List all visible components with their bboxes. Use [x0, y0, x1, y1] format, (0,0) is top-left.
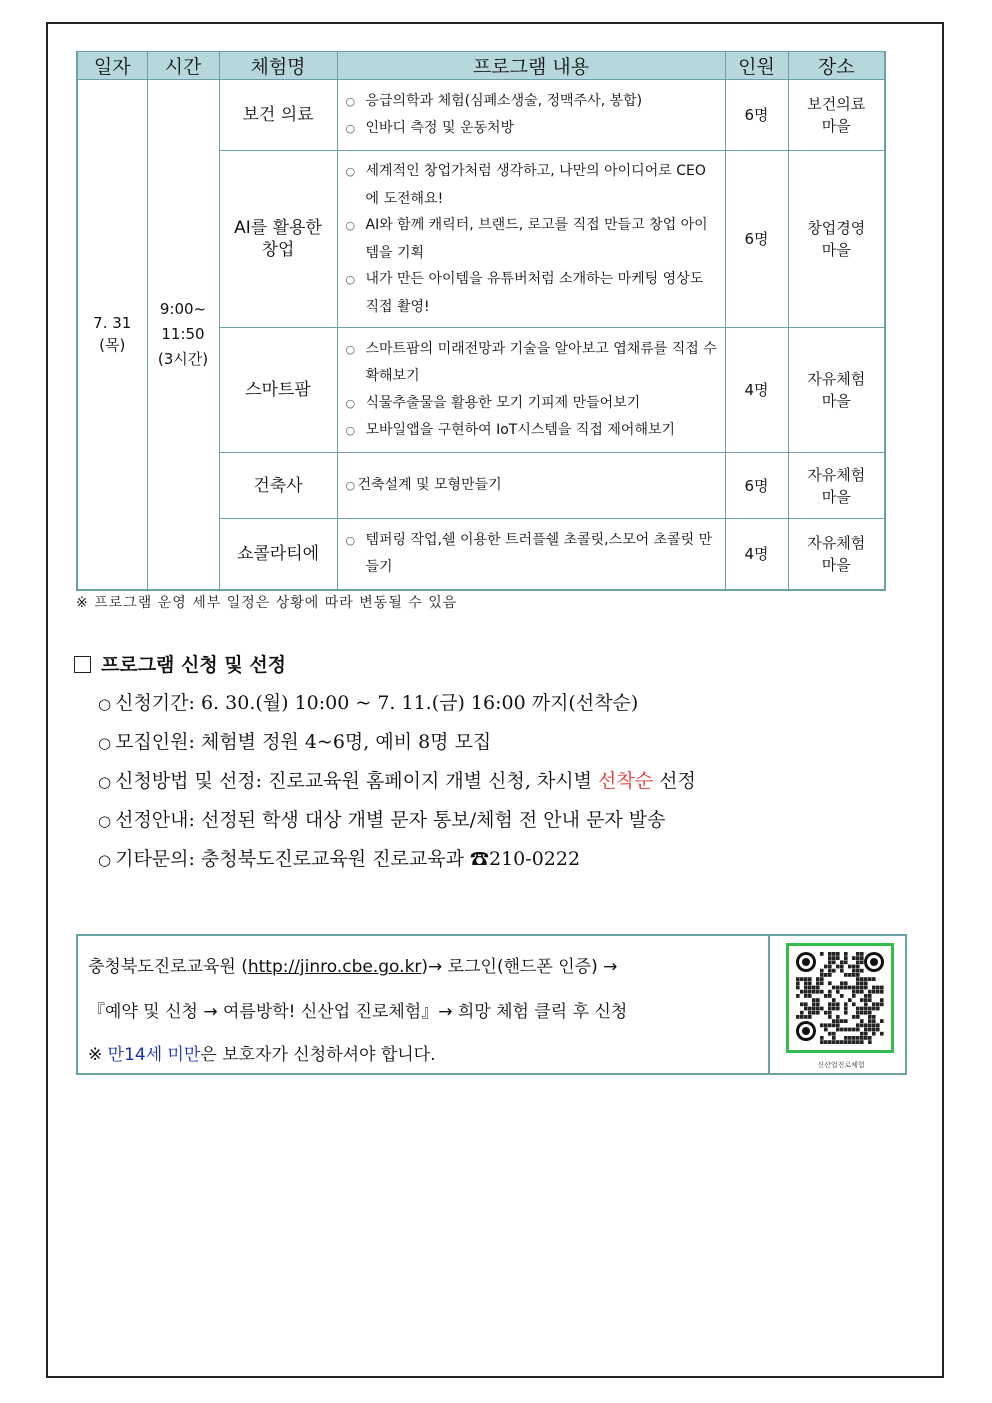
program-name: 보건 의료: [219, 80, 337, 151]
header-date: 일자: [77, 52, 147, 80]
circle-bullet-icon: ○: [345, 165, 356, 178]
list-item: ○ 스마트팜의 미래전망과 기술을 알아보고 엽채류를 직접 수확해보기: [346, 336, 719, 390]
info-line-notice: ○ 선정안내: 선정된 학생 대상 개별 문자 통보/체험 전 안내 문자 발송: [98, 809, 666, 831]
location-cell: 보건의료 마을: [788, 80, 885, 151]
section-title: 프로그램 신청 및 선정: [74, 650, 286, 677]
square-bullet-icon: [74, 656, 91, 673]
header-location: 장소: [788, 52, 885, 80]
capacity-cell: 4명: [725, 519, 788, 590]
instruction-line-2: 『예약 및 신청 → 여름방학! 신산업 진로체험』→ 희망 체험 클릭 후 신청: [88, 1002, 628, 1022]
info-line-recruit: ○ 모집인원: 체험별 정원 4~6명, 예비 8명 모집: [98, 731, 492, 753]
location-cell: 자유체험 마을: [788, 519, 885, 590]
info-line-method: ○ 신청방법 및 선정: 진로교육원 홈페이지 개별 신청, 차시별 선착순 선정: [98, 770, 696, 792]
location-cell: 자유체험 마을: [788, 453, 885, 519]
header-capacity: 인원: [725, 52, 788, 80]
capacity-cell: 4명: [725, 328, 788, 453]
program-name: 건축사: [219, 453, 337, 519]
program-content: [337, 151, 725, 328]
location-cell: 창업경영 마을: [788, 151, 885, 328]
info-line-period: ○ 신청기간: 6. 30.(월) 10:00 ~ 7. 11.(금) 16:00 까지(선착순): [98, 692, 639, 714]
list-item: ○ 인바디 측정 및 운동처방: [346, 115, 719, 143]
application-info-box: [76, 934, 907, 1075]
header-program-content: 프로그램 내용: [337, 52, 725, 80]
circle-bullet-icon: ○: [345, 273, 356, 286]
list-item: ○ AI와 함께 캐릭터, 브랜드, 로고를 직접 만들고 창업 아이템을 기획: [346, 212, 719, 266]
list-item: ○ 식물추출물을 활용한 모기 기피제 만들어보기: [346, 390, 719, 418]
table-row: [77, 80, 885, 151]
time-end: 11:50: [161, 325, 205, 344]
circle-bullet-icon: ○: [345, 342, 356, 356]
date-cell: [77, 80, 147, 590]
small-circle-icon: ○: [98, 851, 112, 869]
instruction-line-3: ※ 만14세 미만은 보호자가 신청하셔야 합니다.: [88, 1045, 436, 1065]
list-item: ○ 응급의학과 체험(심폐소생술, 정맥주사, 봉합): [346, 88, 719, 116]
capacity-cell: 6명: [725, 80, 788, 151]
date-weekday: (목): [99, 336, 126, 355]
age-highlight: 만14세 미만: [107, 1045, 201, 1065]
circle-bullet-icon: ○: [345, 533, 356, 547]
website-link[interactable]: http://jinro.cbe.go.kr: [247, 957, 422, 977]
qr-code-icon[interactable]: [786, 943, 894, 1053]
program-name: 쇼콜라티에: [219, 519, 337, 590]
circle-bullet-icon: ○: [345, 122, 356, 135]
instruction-line-1: 충청북도진로교육원 (http://jinro.cbe.go.kr)→ 로그인(핸드폰 인증) →: [88, 957, 618, 977]
schedule-note: ※ 프로그램 운영 세부 일정은 상황에 따라 변동될 수 있음: [76, 595, 458, 611]
header-program-name: 체험명: [219, 52, 337, 80]
circle-bullet-icon: ○: [345, 424, 356, 437]
capacity-cell: 6명: [725, 151, 788, 328]
header-time: 시간: [147, 52, 219, 80]
program-content: [337, 453, 725, 519]
table-header-row: [77, 52, 885, 80]
list-item: ○ 모바일앱을 구현하여 IoT시스템을 직접 제어해보기: [346, 417, 719, 445]
program-name: AI를 활용한 창업: [219, 151, 337, 328]
list-item: ○ 건축설계 및 모형만들기: [346, 472, 719, 500]
small-circle-icon: ○: [98, 695, 112, 713]
circle-bullet-icon: ○: [345, 396, 356, 410]
small-circle-icon: ○: [98, 734, 112, 752]
location-cell: 자유체험 마을: [788, 328, 885, 453]
capacity-cell: 6명: [725, 453, 788, 519]
time-duration: (3시간): [157, 350, 209, 369]
list-item: ○ 템퍼링 작업,쉘 이용한 트러플쉘 초콜릿,스모어 초콜릿 만들기: [346, 527, 719, 581]
program-content: [337, 80, 725, 151]
circle-bullet-icon: ○: [345, 478, 356, 492]
application-instructions: [78, 936, 770, 1073]
small-circle-icon: ○: [98, 773, 112, 791]
circle-bullet-icon: ○: [345, 219, 356, 232]
time-start: 9:00~: [159, 300, 207, 319]
list-item: ○ 세계적인 창업가처럼 생각하고, 나만의 아이디어로 CEO에 도전해요!: [346, 158, 719, 212]
circle-bullet-icon: ○: [345, 94, 356, 108]
time-cell: [147, 80, 219, 590]
schedule-table: [76, 51, 886, 591]
program-name: 스마트팜: [219, 328, 337, 453]
small-circle-icon: ○: [98, 812, 112, 830]
program-content: [337, 519, 725, 590]
list-item: ○ 내가 만든 아이템을 유튜버처럼 소개하는 마케팅 영상도 직접 촬영!: [346, 266, 719, 320]
info-line-contact: ○ 기타문의: 충청북도진로교육원 진로교육과 ☎210-0222: [98, 848, 581, 870]
program-content: [337, 328, 725, 453]
first-come-highlight: 선착순: [598, 770, 654, 792]
qr-caption: 신산업진로체험: [817, 1061, 865, 1069]
date-day: 7. 31: [93, 314, 132, 333]
